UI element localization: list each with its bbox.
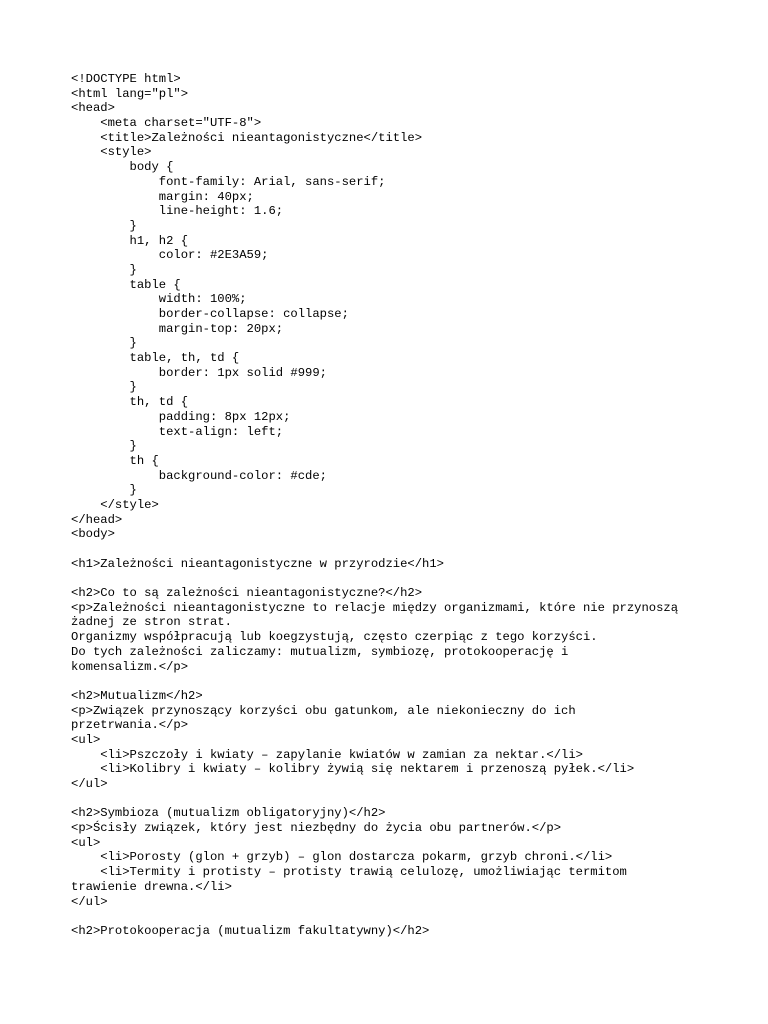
code-line: <p>Zależności nieantagonistyczne to relacje między organizmami, które nie przynoszą [71,600,679,615]
code-line: } [71,262,137,277]
code-line: line-height: 1.6; [71,204,284,219]
code-line: komensalizm.</p> [71,659,189,674]
code-line: background-color: #cde; [71,468,327,483]
code-line: <li>Pszczoły i kwiaty – zapylanie kwiatów w zamian za nektar.</li> [71,747,583,762]
code-line: table { [71,277,181,292]
code-line: border-collapse: collapse; [71,307,349,321]
code-line: padding: 8px 12px; [71,409,291,424]
code-line: <h2>Mutualizm</h2> [71,688,203,703]
code-line: <ul> [71,732,101,747]
code-line: trawienie drewna.</li> [71,879,232,894]
code-line: } [71,439,137,454]
code-line: <body> [71,527,115,542]
code-line: <p>Związek przynoszący korzyści obu gatunkom, ale niekonieczny do ich [71,703,576,718]
code-line: body { [71,160,174,175]
code-line: <head> [71,101,115,116]
code-line: <meta charset="UTF-8"> [71,116,262,131]
code-line: </head> [71,512,123,527]
code-line: th, td { [71,395,189,410]
code-line [71,674,731,689]
code-line: text-align: left; [71,424,284,439]
source-code-text [71,72,731,939]
code-line: Organizmy współpracują lub koegzystują, często czerpiąc z tego korzyści. [71,630,598,645]
code-line: </style> [71,497,159,512]
code-line: </ul> [71,777,108,791]
code-line: <!DOCTYPE html> [71,72,181,86]
code-line [71,571,731,586]
code-line: <h2>Symbioza (mutualizm obligatoryjny)</h2> [71,806,386,821]
code-line [71,792,731,807]
code-line: margin-top: 20px; [71,321,284,336]
code-line: Do tych zależności zaliczamy: mutualizm, symbiozę, protokooperację i [71,644,569,659]
code-line: </ul> [71,894,108,909]
code-line: <li>Termity i protisty – protisty trawią celulozę, umożliwiając termitom [71,865,627,880]
code-line: <h1>Zależności nieantagonistyczne w przyrodzie</h1> [71,556,444,571]
code-line: żadnej ze stron strat. [71,615,232,630]
code-line: <li>Porosty (glon + grzyb) – glon dostarcza pokarm, grzyb chroni.</li> [71,850,613,865]
code-line: table, th, td { [71,351,240,366]
code-line: } [71,218,137,233]
code-line: margin: 40px; [71,189,254,204]
code-line: width: 100%; [71,292,247,307]
code-line: <p>Ścisły związek, który jest niezbędny do życia obu partnerów.</p> [71,821,562,836]
code-line: } [71,380,137,395]
code-line: przetrwania.</p> [71,718,189,733]
code-line [71,909,731,924]
code-line: h1, h2 { [71,233,189,248]
code-line: <h2>Protokooperacja (mutualizm fakultatywny)</h2> [71,923,430,938]
code-line: } [71,483,137,498]
code-line: color: #2E3A59; [71,248,269,263]
code-line: th { [71,453,159,468]
code-line: border: 1px solid #999; [71,365,327,380]
code-line: <title>Zależności nieantagonistyczne</title> [71,130,423,145]
code-line: <li>Kolibry i kwiaty – kolibry żywią się nektarem i przenoszą pyłek.</li> [71,762,635,777]
code-line: <ul> [71,835,101,850]
code-line [71,542,731,557]
code-line: <h2>Co to są zależności nieantagonistyczne?</h2> [71,586,423,601]
code-line: font-family: Arial, sans-serif; [71,174,386,189]
code-line: <style> [71,145,152,160]
code-line: <html lang="pl"> [71,86,189,101]
code-line: } [71,336,137,351]
